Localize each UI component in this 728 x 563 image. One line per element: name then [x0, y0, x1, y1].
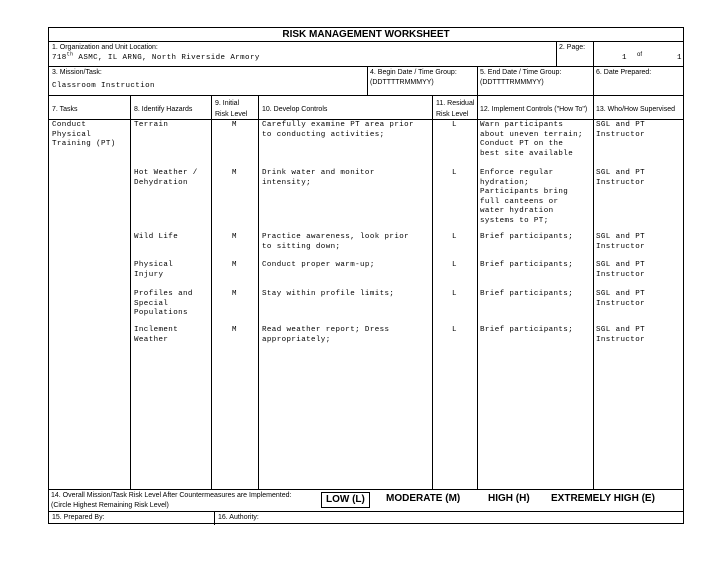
col-controls: 10. Develop Controls: [262, 106, 328, 113]
residual-risk-value: L: [452, 121, 457, 129]
initial-risk-value: M: [232, 290, 237, 298]
risk-option-moderate[interactable]: MODERATE (M): [386, 493, 461, 504]
supervise-text: SGL and PT Instructor: [596, 261, 646, 279]
implement-text: Brief participants;: [480, 261, 574, 269]
hazard-text: Inclement Weather: [134, 326, 179, 344]
initial-risk-value: M: [232, 121, 237, 129]
page-total: 1: [677, 54, 682, 62]
page-label: 2. Page:: [559, 44, 586, 51]
col-hazards: 8. Identify Hazards: [134, 106, 193, 113]
supervise-text: SGL and PT Instructor: [596, 326, 646, 344]
control-text: Conduct proper warm-up;: [262, 261, 375, 269]
begin-date-label: 4. Begin Date / Time Group:: [370, 69, 457, 76]
overall-risk-note: (Circle Highest Remaining Risk Level): [51, 502, 169, 509]
implement-text: Brief participants;: [480, 290, 574, 298]
hazard-text: Physical Injury: [134, 261, 174, 279]
control-text: Read weather report; Dress appropriately;: [262, 326, 390, 344]
mission-value: Classroom Instruction: [52, 82, 155, 90]
col-residual-risk-2: Risk Level: [436, 111, 469, 118]
control-text: Practice awareness, look prior to sitting down;: [262, 233, 410, 251]
initial-risk-value: M: [232, 326, 237, 334]
implement-text: Brief participants;: [480, 326, 574, 334]
begin-date-format: (DDTTTTRMMMYY): [370, 79, 434, 86]
risk-management-worksheet: [48, 27, 684, 524]
hazard-text: Terrain: [134, 121, 169, 129]
control-text: Drink water and monitor intensity;: [262, 169, 375, 187]
org-label: 1. Organization and Unit Location:: [52, 44, 158, 51]
implement-text: Enforce regular hydration; Participants bring full canteens or water hydration systems to PT;: [480, 169, 569, 225]
risk-option-low[interactable]: LOW (L): [321, 492, 370, 508]
initial-risk-value: M: [232, 169, 237, 177]
risk-option-high[interactable]: HIGH (H): [488, 493, 530, 504]
col-residual-risk-1: 11. Residual: [436, 100, 475, 107]
page-number: 1: [622, 54, 627, 62]
worksheet-title: RISK MANAGEMENT WORKSHEET: [282, 29, 450, 40]
overall-risk-label: 14. Overall Mission/Task Risk Level After Countermeasures are Implemented:: [51, 492, 292, 499]
task-text: Conduct Physical Training (PT): [52, 121, 116, 148]
authority-label: 16. Authority:: [218, 514, 259, 521]
end-date-format: (DDTTTTRMMMYY): [480, 79, 544, 86]
implement-text: Warn participants about uneven terrain; Conduct PT on the best site available: [480, 121, 583, 158]
supervise-text: SGL and PT Instructor: [596, 169, 646, 187]
col-implement: 12. Implement Controls ("How To"): [480, 106, 588, 113]
hazard-text: Wild Life: [134, 233, 179, 241]
hazard-text: Hot Weather / Dehydration: [134, 169, 198, 187]
initial-risk-value: M: [232, 233, 237, 241]
residual-risk-value: L: [452, 233, 457, 241]
control-text: Carefully examine PT area prior to conducting activities;: [262, 121, 414, 139]
end-date-label: 5. End Date / Time Group:: [480, 69, 562, 76]
residual-risk-value: L: [452, 169, 457, 177]
prepared-by-label: 15. Prepared By:: [52, 514, 105, 521]
col-initial-risk-2: Risk Level: [215, 111, 248, 118]
supervise-text: SGL and PT Instructor: [596, 121, 646, 139]
hazard-text: Profiles and Special Populations: [134, 290, 193, 317]
col-tasks: 7. Tasks: [52, 106, 78, 113]
control-text: Stay within profile limits;: [262, 290, 395, 298]
page-of: of: [637, 52, 643, 58]
mission-label: 3. Mission/Task:: [52, 69, 102, 76]
implement-text: Brief participants;: [480, 233, 574, 241]
residual-risk-value: L: [452, 261, 457, 269]
risk-option-extremely-high[interactable]: EXTREMELY HIGH (E): [551, 493, 655, 504]
residual-risk-value: L: [452, 326, 457, 334]
divider: [49, 41, 683, 42]
residual-risk-value: L: [452, 290, 457, 298]
org-value: 718th ASMC, IL ARNG, North Riverside Armory: [52, 51, 260, 62]
col-supervise: 13. Who/How Supervised: [596, 106, 675, 113]
initial-risk-value: M: [232, 261, 237, 269]
supervise-text: SGL and PT Instructor: [596, 233, 646, 251]
supervise-text: SGL and PT Instructor: [596, 290, 646, 308]
date-prepared-label: 6. Date Prepared:: [596, 69, 652, 76]
col-initial-risk-1: 9. Initial: [215, 100, 240, 107]
